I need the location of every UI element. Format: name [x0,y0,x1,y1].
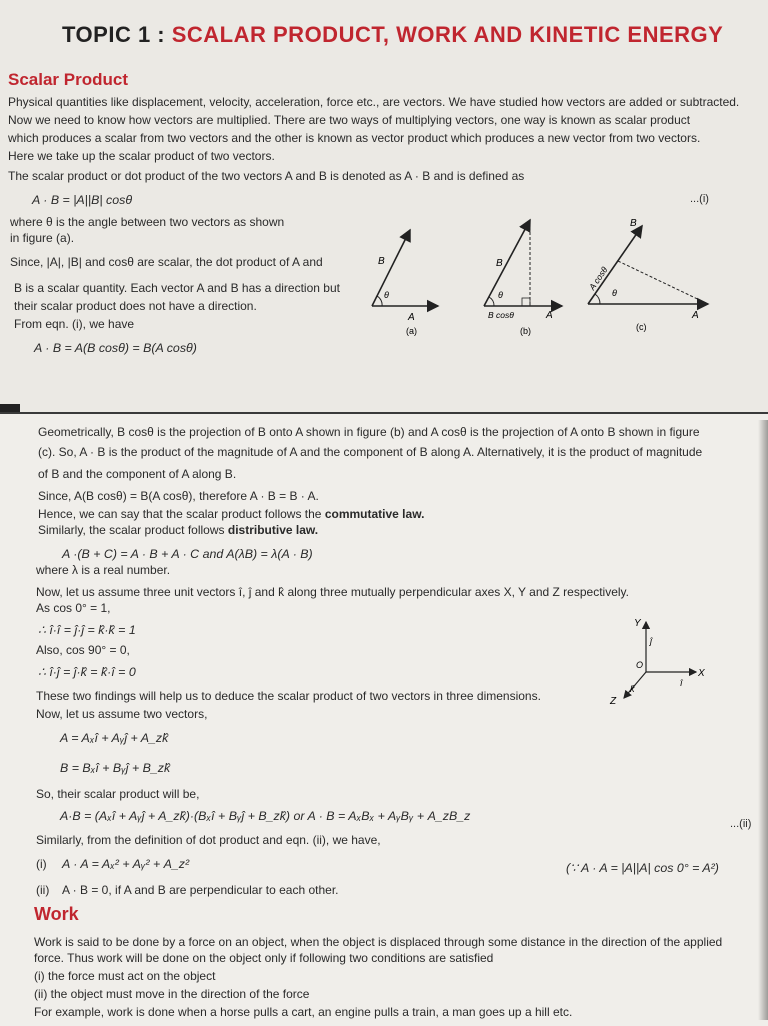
equation-tag: ...(i) [690,193,709,205]
equation-vector-b: B = Bₓî + Bᵧĵ + B_zk̂ [60,761,171,775]
label-a: A [546,310,553,321]
equation-unit-self: ∴ î·î = ĵ·ĵ = k̂·k̂ = 1 [38,623,136,637]
page-title [62,22,723,48]
figure-c [584,214,714,346]
paragraph-line: (i) the force must act on the object [34,969,216,983]
label-i: î [680,678,683,688]
paragraph-line: Work is said to be done by a force on an object, when the object is displaced through some distance in the direction of the applied [34,935,723,949]
paragraph-line: Physical quantities like displacement, velocity, acceleration, force etc., are vectors. We have studied how vectors are added or subtracted. [8,95,740,109]
paragraph-line: where λ is a real number. [36,563,171,577]
paragraph-line: So, their scalar product will be, [36,787,200,801]
label-y: Y [634,618,641,629]
label-z: Z [610,696,617,707]
paragraph-line: Here we take up the scalar product of two vectors. [8,149,275,163]
paragraph-line: Now, let us assume three unit vectors î, ĵ and k̂ along three mutually perpendicular axes X, Y and Z respectively. [36,585,629,599]
paragraph-line: which produces a scalar from two vectors and the other is known as vector product which produces a new vector from two vectors. [8,131,701,145]
paragraph-line: From eqn. (i), we have [14,317,135,331]
topic-prefix: TOPIC 1 : [62,22,172,47]
page-top [0,0,768,412]
label-b: B [378,256,385,267]
label-proj: B cosθ [488,310,514,320]
caption-b: (b) [520,326,531,336]
label-b: B [496,258,503,269]
label-k: k̂ [630,684,635,694]
list-item-label: (ii) [36,883,50,897]
label-j: ĵ [650,636,652,646]
paragraph-line: As cos 0° = 1, [36,601,111,615]
equation-note: (∵ A · A = |A||A| cos 0° = A²) [566,861,719,875]
equation-self-dot: A · A = Aₓ² + Aᵧ² + A_z² [62,857,190,871]
figure-a [366,222,442,346]
paragraph-line: Similarly, from the definition of dot product and eqn. (ii), we have, [36,833,381,847]
paragraph-line: Since, A(B cosθ) = B(A cosθ), therefore A · B = B · A. [38,489,319,503]
paragraph-line: For example, work is done when a horse pulls a cart, an engine pulls a train, a man goes up a hill etc. [34,1005,573,1019]
paragraph-line: force. Thus work will be done on the object only if following two conditions are satisfied [34,951,494,965]
equation-tag: ...(ii) [730,818,752,830]
commutative-term: commutative law. [324,507,425,521]
label-proj: A cosθ [586,264,610,292]
label-a: A [408,312,415,323]
vector-b-arrow [372,230,410,306]
equation-dot-product: A · B = |A||B| cosθ [32,193,133,207]
paragraph-line [38,522,318,538]
section-heading-scalar: Scalar Product [8,70,128,89]
figure-axes [606,610,716,710]
distributive-term: distributive law. [227,523,319,537]
paragraph-line: Now we need to know how vectors are multiplied. There are two ways of multiplying vectors, one way is known as scalar product [8,113,691,127]
vector-b-arrow [484,220,530,306]
paragraph-line: Now, let us assume two vectors, [36,707,208,721]
equation-distributive: A ·(B + C) = A · B + A · C and A(λB) = λ(A · B) [62,547,313,561]
paragraph-line: in figure (a). [10,231,75,245]
paragraph-line: (c). So, A · B is the product of the magnitude of A and the component of B along A. Alternatively, it is the product of magnitude [38,445,703,459]
distributive-intro: Similarly, the scalar product follows [38,523,225,537]
topic-title: SCALAR PRODUCT, WORK AND KINETIC ENERGY [171,22,724,47]
paragraph-line [38,506,424,522]
list-item-label: (i) [36,857,47,871]
label-theta: θ [498,290,503,300]
paragraph-line: their scalar product does not have a direction. [14,299,257,313]
section-heading-work: Work [34,904,79,924]
paragraph-line: Also, cos 90° = 0, [36,643,130,657]
list-item-text: A · B = 0, if A and B are perpendicular to each other. [62,883,339,897]
paragraph-line: where θ is the angle between two vectors as shown [10,215,285,229]
equation-unit-cross: ∴ î·ĵ = ĵ·k̂ = k̂·î = 0 [38,665,136,679]
z-axis [624,672,646,698]
label-a: A [692,310,699,321]
page-bottom [0,412,768,1026]
label-x: X [698,668,705,679]
label-o: O [636,660,644,670]
paragraph-line: These two findings will help us to deduce the scalar product of two vectors in three dimensions. [36,689,541,703]
commutative-intro: Hence, we can say that the scalar product follows the [38,507,322,521]
paragraph-line: (ii) the object must move in the direction of the force [34,987,310,1001]
page-edge-shadow-right [758,420,768,1020]
paragraph-line: The scalar product or dot product of the two vectors A and B is denoted as A · B and is defined as [8,169,525,183]
paragraph-line: Geometrically, B cosθ is the projection of B onto A shown in figure (b) and A cosθ is the projection of A onto B shown in figure [38,425,700,439]
figure-b [470,210,570,346]
equation-vector-a: A = Aₓî + Aᵧĵ + A_zk̂ [60,731,169,745]
equation-dot-components: A·B = (Aₓî + Aᵧĵ + A_zk̂)·(Bₓî + Bᵧĵ + B_zk̂) or A · B = AₓBₓ + AᵧBᵧ + A_zB_z [60,809,471,823]
label-theta: θ [384,290,389,300]
label-theta: θ [612,288,617,298]
equation-projection: A · B = A(B cosθ) = B(A cosθ) [34,341,197,355]
paragraph-line: B is a scalar quantity. Each vector A and B has a direction but [14,281,340,295]
caption-c: (c) [636,322,647,332]
paragraph-line: Since, |A|, |B| and cosθ are scalar, the dot product of A and [10,255,323,269]
label-b: B [630,218,637,229]
paragraph-line: of B and the component of A along B. [38,467,237,481]
caption-a: (a) [406,326,417,336]
